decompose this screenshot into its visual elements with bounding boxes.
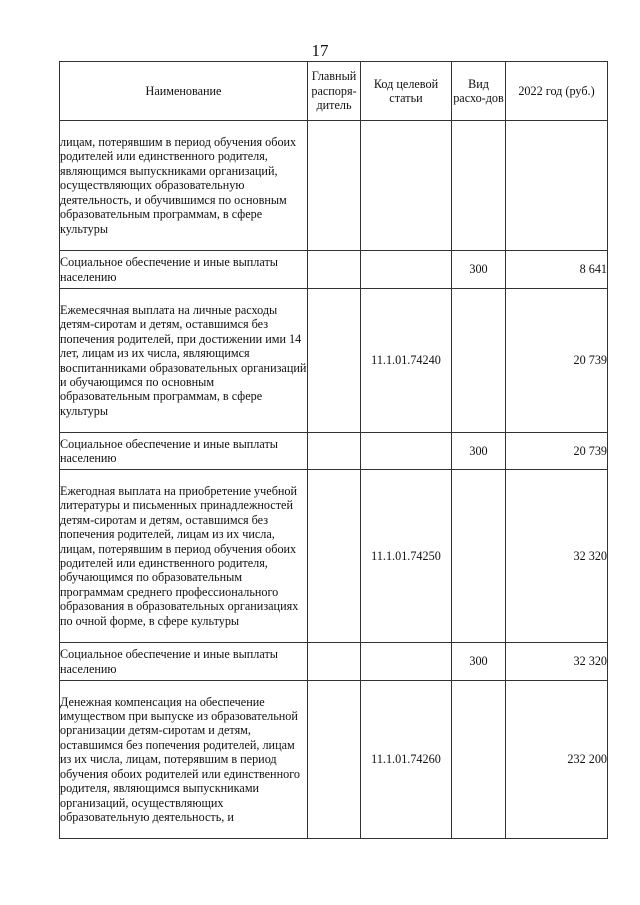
row-name: Социальное обеспечение и иные выплаты населению xyxy=(60,433,308,470)
row-manager xyxy=(308,681,361,839)
row-amount: 8 641 xyxy=(506,251,608,289)
header-code: Код целевой статьи xyxy=(361,62,452,121)
row-manager xyxy=(308,289,361,433)
header-amount: 2022 год (руб.) xyxy=(506,62,608,121)
row-manager xyxy=(308,643,361,681)
row-type xyxy=(452,121,506,251)
row-type xyxy=(452,681,506,839)
row-amount: 20 739 xyxy=(506,289,608,433)
row-code xyxy=(361,121,452,251)
row-manager xyxy=(308,470,361,643)
row-amount: 20 739 xyxy=(506,433,608,470)
row-code xyxy=(361,433,452,470)
table-header-row xyxy=(60,62,608,121)
row-name: Социальное обеспечение и иные выплаты населению xyxy=(60,251,308,289)
row-name: Ежегодная выплата на приобретение учебной литературы и письменных принадлежностей детям-сиротам и детям, оставшимся без попечения родителей, лицам из их числа, лицам, потерявшим в период обучения обоих родителей или единственного родителя, обучающимся по образовательным программам среднего профессионального образования в образовательных организациях по очной форме, в сфере культуры xyxy=(60,470,308,643)
row-amount xyxy=(506,121,608,251)
row-code: 11.1.01.74240 xyxy=(361,289,452,433)
row-name: Денежная компенсация на обеспечение имуществом при выпуске из образовательной организации детям-сиротам и детям, оставшимся без попечения родителей, лицам из их числа, лицам, потерявшим в период обучения обоих родителей или единственного родителя, являющимся выпускниками организаций, осуществляющих образовательную деятельность, и xyxy=(60,681,308,839)
row-code: 11.1.01.74260 xyxy=(361,681,452,839)
row-type: 300 xyxy=(452,251,506,289)
row-amount: 32 320 xyxy=(506,643,608,681)
row-code xyxy=(361,251,452,289)
header-type: Вид расхо-дов xyxy=(452,62,506,121)
row-manager xyxy=(308,251,361,289)
row-manager xyxy=(308,433,361,470)
row-amount: 32 320 xyxy=(506,470,608,643)
table-row xyxy=(60,681,608,839)
row-amount: 232 200 xyxy=(506,681,608,839)
table-row xyxy=(60,251,608,289)
row-code: 11.1.01.74250 xyxy=(361,470,452,643)
table-row xyxy=(60,470,608,643)
table-row xyxy=(60,643,608,681)
page-number: 17 xyxy=(311,41,329,60)
row-type xyxy=(452,289,506,433)
row-name: Ежемесячная выплата на личные расходы детям-сиротам и детям, оставшимся без попечения родителей, при достижении ими 14 лет, лицам из их числа, являющимся воспитанниками образовательных организаций и обучающимся по основным образовательным программам, в сфере культуры xyxy=(60,289,308,433)
header-name: Наименование xyxy=(60,62,308,121)
table-row xyxy=(60,121,608,251)
row-type: 300 xyxy=(452,433,506,470)
table-row xyxy=(60,289,608,433)
row-type xyxy=(452,470,506,643)
row-name: Социальное обеспечение и иные выплаты населению xyxy=(60,643,308,681)
table-row xyxy=(60,433,608,470)
row-manager xyxy=(308,121,361,251)
row-type: 300 xyxy=(452,643,506,681)
row-name: лицам, потерявшим в период обучения обоих родителей или единственного родителя, являющимся выпускниками организаций, осуществляющих образовательную деятельность, и обучившимся по основным образовательным программам, в сфере культуры xyxy=(60,121,308,251)
budget-table xyxy=(59,61,608,839)
header-manager: Главный распоря-дитель xyxy=(308,62,361,121)
row-code xyxy=(361,643,452,681)
